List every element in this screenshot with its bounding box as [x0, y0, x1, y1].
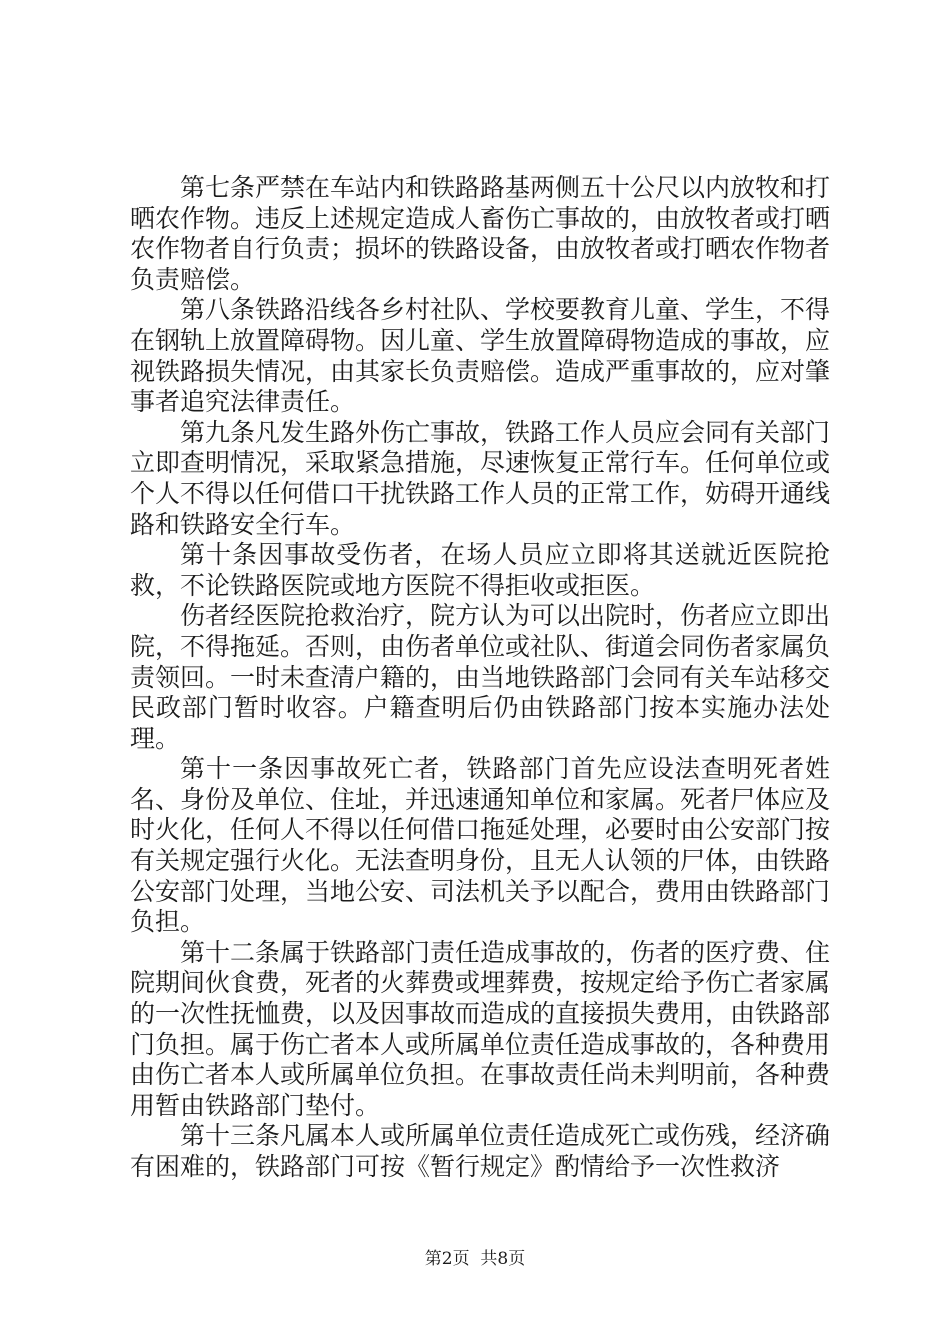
paragraph-article-9: 第九条凡发生路外伤亡事故，铁路工作人员应会同有关部门立即查明情况，采取紧急措施，尽速恢复正常行车。任何单位或个人不得以任何借口干扰铁路工作人员的正常工作，妨碍开通线路和铁路安全行车。	[130, 417, 831, 539]
document-body	[130, 173, 830, 1183]
paragraph-article-10: 第十条因事故受伤者，在场人员应立即将其送就近医院抢救，不论铁路医院或地方医院不得拒收或拒医。	[130, 540, 830, 600]
paragraph-article-13: 第十三条凡属本人或所属单位责任造成死亡或伤残，经济确有困难的，铁路部门可按《暂行规定》酌情给予一次性救济	[130, 1121, 831, 1181]
paragraph-article-7: 第七条严禁在车站内和铁路路基两侧五十公尺以内放牧和打晒农作物。违反上述规定造成人畜伤亡事故的，由放牧者或打晒农作物者自行负责；损坏的铁路设备，由放牧者或打晒农作物者负责赔偿。	[130, 173, 831, 294]
paragraph-article-11: 第十一条因事故死亡者，铁路部门首先应设法查明死者姓名、身份及单位、住址，并迅速通知单位和家属。死者尸体应及时火化，任何人不得以任何借口拖延处理，必要时由公安部门按有关规定强行火化。无法查明身份，且无人认领的尸体，由铁路公安部门处理，当地公安、司法机关予以配合，费用由铁路部门负担。	[130, 754, 831, 937]
paragraph-article-10-continued: 伤者经医院抢救治疗，院方认为可以出院时，伤者应立即出院，不得拖延。否则，由伤者单位或社队、街道会同伤者家属负责领回。一时未查清户籍的，由当地铁路部门会同有关车站移交民政部门暂时收容。户籍查明后仍由铁路部门按本实施办法处理。	[130, 601, 831, 753]
paragraph-article-8: 第八条铁路沿线各乡村社队、学校要教育儿童、学生，不得在钢轨上放置障碍物。因儿童、学生放置障碍物造成的事故，应视铁路损失情况，由其家长负责赔偿。造成严重事故的，应对肇事者追究法律责任。	[130, 295, 831, 417]
page-footer: 第2页 共8页	[424, 1249, 526, 1269]
paragraph-article-12: 第十二条属于铁路部门责任造成事故的，伤者的医疗费、住院期间伙食费，死者的火葬费或埋葬费，按规定给予伤亡者家属的一次性抚恤费，以及因事故而造成的直接损失费用，由铁路部门负担。属于伤亡者本人或所属单位责任造成事故的，各种费用由伤亡者本人或所属单位负担。在事故责任尚未判明前，各种费用暂由铁路部门垫付。	[130, 937, 831, 1120]
